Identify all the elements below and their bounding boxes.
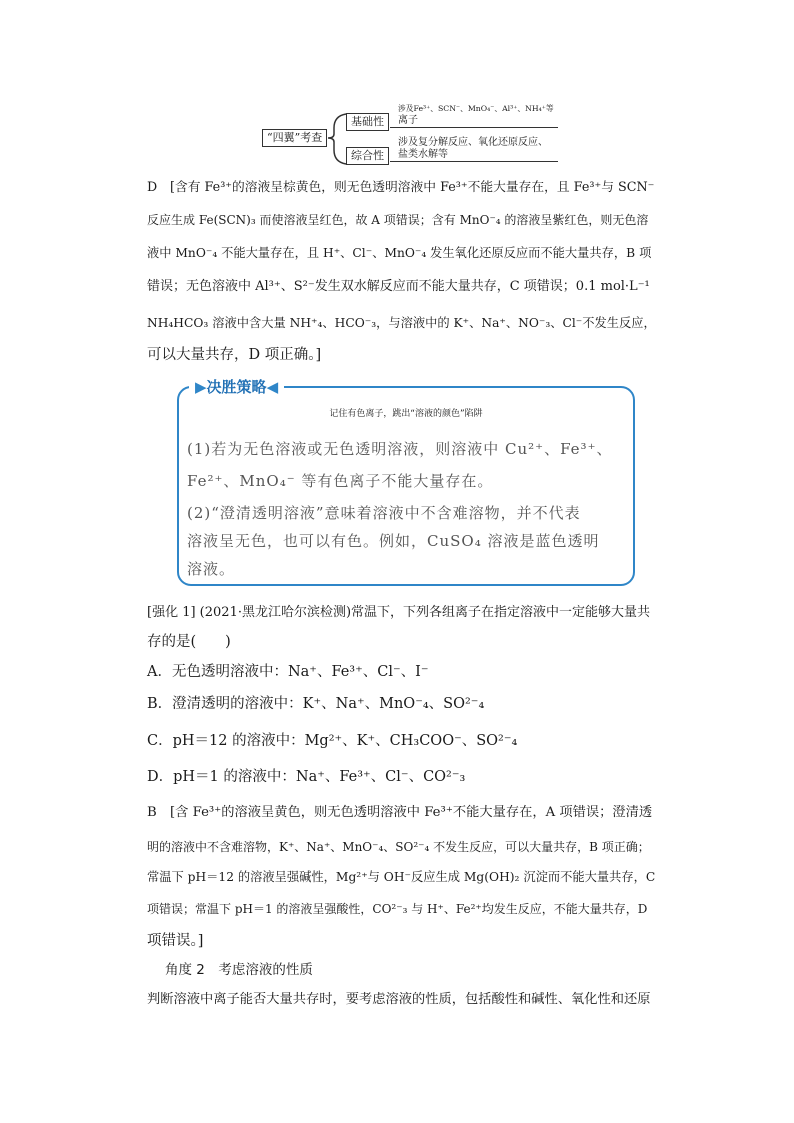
strategy-tag: ▶决胜策略◀ bbox=[189, 376, 284, 397]
mindmap-branch-1: 基础性 bbox=[346, 113, 389, 131]
question-stem-line-2: 存的是( ) bbox=[147, 634, 231, 650]
mindmap-branch-2: 综合性 bbox=[346, 147, 389, 165]
answer-1-line-6: 可以大量共存，D 项正确。] bbox=[147, 347, 322, 363]
answer-2-line-3: 常温下 pH＝12 的溶液呈强碱性，Mg²⁺与 OH⁻反应生成 Mg(OH)₂ 沉淀而不能大量共存，C bbox=[147, 870, 656, 884]
answer-1-line-4: 错误；无色溶液中 Al³⁺、S²⁻发生双水解反应而不能大量共存，C 项错误；0.1 mol·L⁻¹ bbox=[147, 279, 650, 294]
answer-1-line-5: NH₄HCO₃ 溶液中含大量 NH⁺₄、HCO⁻₃，与溶液中的 K⁺、Na⁺、NO⁻₃、Cl⁻不发生反应， bbox=[147, 316, 656, 330]
mindmap-branch-2-text-1: 涉及复分解反应、氧化还原反应、 bbox=[398, 137, 548, 148]
strategy-box bbox=[177, 378, 635, 586]
answer-2-line-4: 项错误；常温下 pH＝1 的溶液呈强酸性，CO²⁻₃ 与 H⁺、Fe²⁺均发生反应，不能大量共存，D bbox=[147, 902, 648, 916]
answer-2-line-1: B [含 Fe³⁺的溶液呈黄色，则无色透明溶液中 Fe³⁺不能大量存在，A 项错误；澄清透 bbox=[147, 805, 653, 820]
option-a: A．无色透明溶液中：Na⁺、Fe³⁺、Cl⁻、I⁻ bbox=[147, 664, 429, 680]
option-b: B．澄清透明的溶液中：K⁺、Na⁺、MnO⁻₄、SO²⁻₄ bbox=[147, 696, 485, 712]
strategy-line-2: Fe²⁺、MnO₄⁻ 等有色离子不能大量存在。 bbox=[187, 472, 494, 490]
answer-2-line-2: 明的溶液中不含难溶物，K⁺、Na⁺、MnO⁻₄、SO²⁻₄ 不发生反应，可以大量共存，B 项正确； bbox=[147, 840, 650, 854]
mindmap-branch-2-text-2: 盐类水解等 bbox=[398, 149, 448, 160]
strategy-tag-label: 决胜策略 bbox=[206, 378, 267, 396]
strategy-line-4: 溶液呈无色，也可以有色。例如，CuSO₄ 溶液是蓝色透明 bbox=[187, 532, 600, 550]
answer-2-line-5: 项错误。] bbox=[147, 933, 204, 949]
question-stem-line-1: [强化 1] (2021·黑龙江哈尔滨检测)常温下，下列各组离子在指定溶液中一定能够大量共 bbox=[147, 605, 651, 620]
strategy-line-5: 溶液。 bbox=[187, 560, 236, 578]
section-text: 判断溶液中离子能否大量共存时，要考虑溶液的性质，包括酸性和碱性、氧化性和还原 bbox=[147, 992, 651, 1007]
strategy-line-1: (1)若为无色溶液或无色透明溶液，则溶液中 Cu²⁺、Fe³⁺、 bbox=[187, 440, 613, 458]
option-d: D．pH＝1 的溶液中：Na⁺、Fe³⁺、Cl⁻、CO²⁻₃ bbox=[147, 769, 466, 785]
option-c: C．pH＝12 的溶液中：Mg²⁺、K⁺、CH₃COO⁻、SO²⁻₄ bbox=[147, 733, 518, 749]
strategy-line-3: (2)“澄清透明溶液”意味着溶液中不含难溶物，并不代表 bbox=[187, 504, 581, 522]
answer-1-line-3: 液中 MnO⁻₄ 不能大量存在，且 H⁺、Cl⁻、MnO⁻₄ 发生氧化还原反应而不能大量共存，B 项 bbox=[147, 246, 652, 260]
answer-1-line-1: D [含有 Fe³⁺的溶液呈棕黄色，则无色透明溶液中 Fe³⁺不能大量存在，且 Fe³⁺与 SCN⁻ bbox=[147, 180, 655, 195]
section-heading: 角度 2 考虑溶液的性质 bbox=[165, 962, 313, 978]
strategy-title: 记住有色离子，跳出“溶液的颜色”陷阱 bbox=[329, 409, 483, 419]
answer-1-line-2: 反应生成 Fe(SCN)₃ 而使溶液呈红色，故 A 项错误；含有 MnO⁻₄ 的溶液呈紫红色，则无色溶 bbox=[147, 213, 649, 227]
mindmap-center: “四翼”考查 bbox=[262, 129, 327, 147]
mindmap-branch-1-text-1: 涉及Fe³⁺、SCN⁻、MnO₄⁻、Al³⁺、NH₄⁺等 bbox=[398, 104, 554, 113]
mindmap-branch-1-text-2: 离子 bbox=[398, 115, 418, 126]
